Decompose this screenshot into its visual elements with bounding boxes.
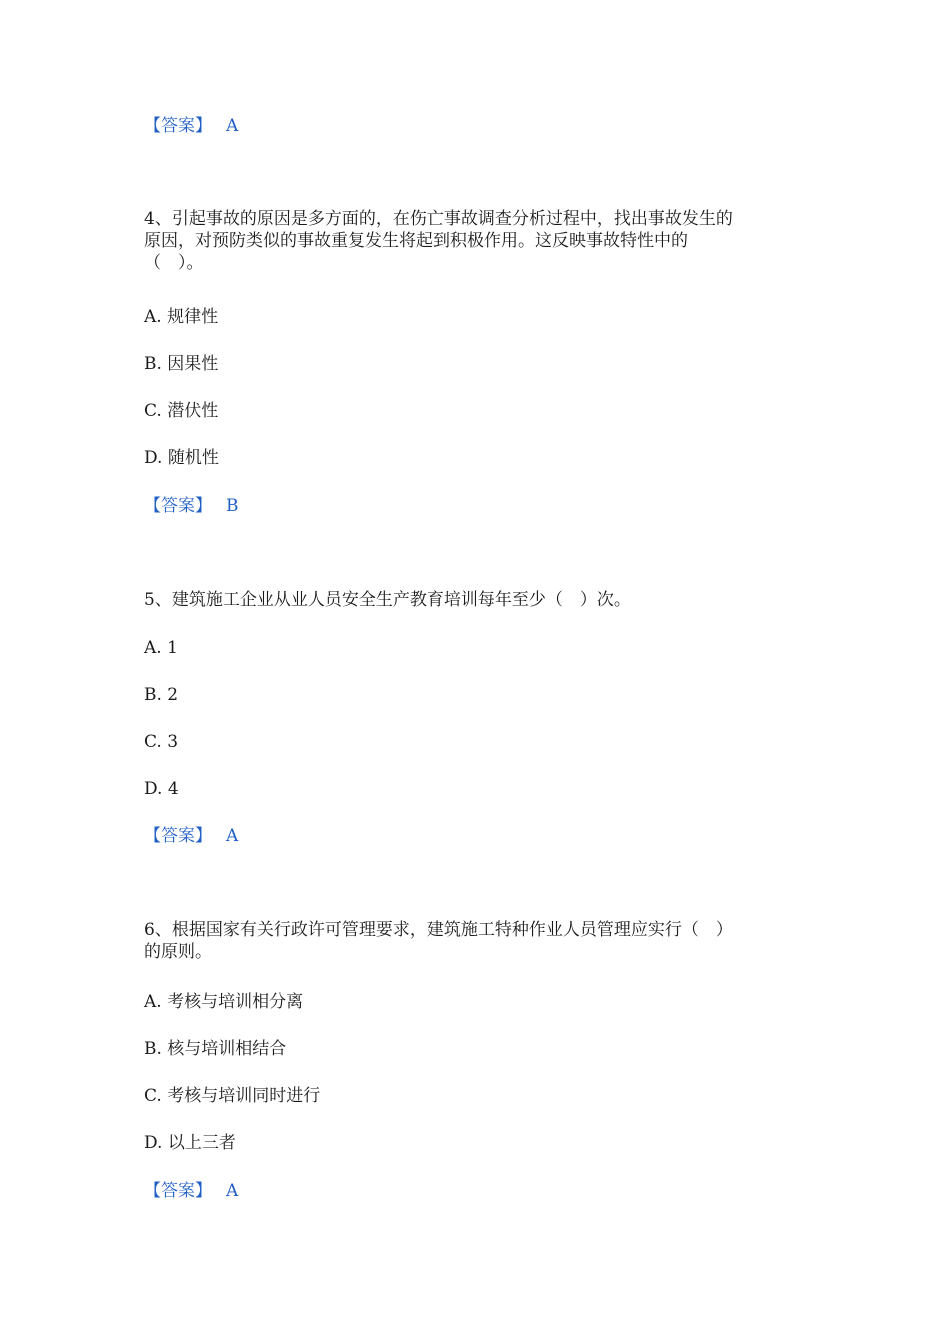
question-stem-line: 原因，对预防类似的事故重复发生将起到积极作用。这反映事故特性中的 bbox=[144, 231, 688, 251]
answer-line bbox=[144, 825, 238, 847]
answer-value: A bbox=[226, 1181, 239, 1201]
answer-line bbox=[144, 115, 238, 137]
option-d: D. 4 bbox=[144, 779, 179, 799]
question-stem-line: 的原则。 bbox=[144, 942, 212, 962]
option-a: A. 考核与培训相分离 bbox=[144, 992, 304, 1012]
option-b: B. 2 bbox=[144, 685, 179, 705]
option-d: D. 以上三者 bbox=[144, 1133, 236, 1153]
question-stem-line: 6、根据国家有关行政许可管理要求，建筑施工特种作业人员管理应实行（ ） bbox=[144, 920, 733, 940]
option-a: A. 规律性 bbox=[144, 307, 219, 327]
question-stem-line: 4、引起事故的原因是多方面的，在伤亡事故调查分析过程中，找出事故发生的 bbox=[144, 209, 733, 229]
answer-label: 【答案】 bbox=[144, 116, 212, 136]
answer-line bbox=[144, 495, 239, 517]
answer-label: 【答案】 bbox=[144, 826, 212, 846]
answer-value: B bbox=[226, 496, 239, 516]
answer-value: A bbox=[226, 826, 239, 846]
option-d: D. 随机性 bbox=[144, 448, 219, 468]
option-c: C. 考核与培训同时进行 bbox=[144, 1086, 321, 1106]
option-a: A. 1 bbox=[144, 638, 178, 658]
option-b: B. 因果性 bbox=[144, 354, 219, 374]
answer-value: A bbox=[226, 116, 239, 136]
option-c: C. 潜伏性 bbox=[144, 401, 219, 421]
option-b: B. 核与培训相结合 bbox=[144, 1039, 287, 1059]
question-stem-line: （ ）。 bbox=[144, 253, 204, 273]
question-stem bbox=[144, 589, 824, 611]
answer-line bbox=[144, 1180, 238, 1202]
question-stem-line: 5、建筑施工企业从业人员安全生产教育培训每年至少（ ）次。 bbox=[144, 590, 631, 610]
answer-label: 【答案】 bbox=[144, 1181, 212, 1201]
question-stem bbox=[144, 919, 824, 963]
answer-label: 【答案】 bbox=[144, 496, 212, 516]
option-c: C. 3 bbox=[144, 732, 179, 752]
question-stem bbox=[144, 208, 824, 274]
